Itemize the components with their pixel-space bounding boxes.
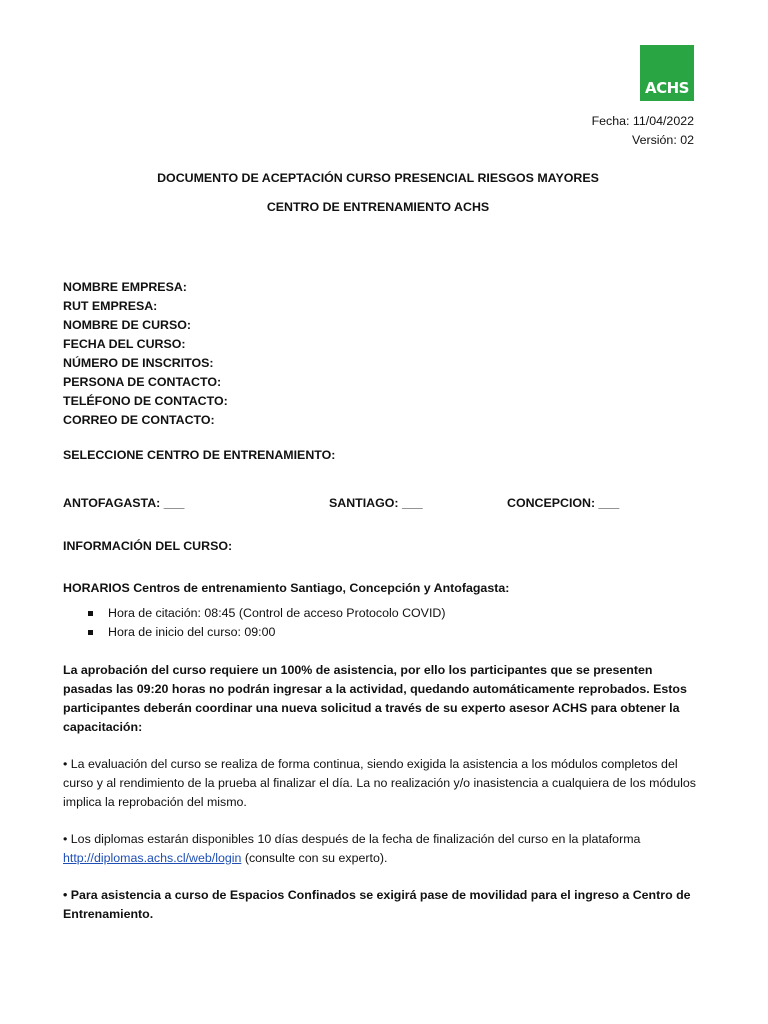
version-text: Versión: 02 (632, 133, 694, 147)
field-nombre-empresa: NOMBRE EMPRESA: (63, 280, 187, 294)
form-fields (63, 278, 703, 430)
field-telefono-contacto: TELÉFONO DE CONTACTO: (63, 394, 228, 408)
center-concepcion: CONCEPCION: ___ (507, 496, 620, 510)
list-item: Hora de inicio del curso: 09:00 (63, 623, 703, 642)
confinados-paragraph: • Para asistencia a curso de Espacios Confinados se exigirá pase de movilidad para el ingreso a Centro de Entrenamiento. (63, 888, 691, 921)
logo-text: ACHS (645, 79, 689, 97)
document-meta (592, 112, 694, 150)
list-item: Hora de citación: 08:45 (Control de acceso Protocolo COVID) (63, 604, 703, 623)
horarios-label-rest: Centros de entrenamiento Santiago, Concepción y Antofagasta: (129, 581, 510, 595)
horarios-section (63, 579, 703, 642)
field-rut-empresa: RUT EMPRESA: (63, 299, 158, 313)
field-numero-inscritos: NÚMERO DE INSCRITOS: (63, 356, 214, 370)
diplomas-note: (consulte con su experto). (241, 851, 388, 865)
select-center-heading: SELECCIONE CENTRO DE ENTRENAMIENTO: (63, 448, 336, 462)
info-heading: INFORMACIÓN DEL CURSO: (63, 539, 233, 553)
center-antofagasta: ANTOFAGASTA: ___ (63, 496, 185, 510)
field-persona-contacto: PERSONA DE CONTACTO: (63, 375, 222, 389)
evaluacion-paragraph: • La evaluación del curso se realiza de forma continua, siendo exigida la asistencia a los módulos completos del curso y al rendimiento de la prueba al finalizar el día. La no realización y/o inasistencia a cualquiera de los módulos implica la reprobación del mismo. (63, 757, 696, 809)
aprobacion-paragraph: La aprobación del curso requiere un 100% de asistencia, por ello los participantes que se presenten pasadas las 09:20 horas no podrán ingresar a la actividad, quedando automáticamente reprobados. Estos participantes deberán coordinar una nueva solicitud a través de su experto asesor ACHS para obtener la capacitación: (63, 663, 687, 734)
diplomas-paragraph (63, 830, 703, 868)
document-subtitle: CENTRO DE ENTRENAMIENTO ACHS (266, 200, 490, 214)
horarios-heading (63, 579, 703, 598)
field-fecha-curso: FECHA DEL CURSO: (63, 337, 186, 351)
field-nombre-curso: NOMBRE DE CURSO: (63, 318, 192, 332)
horarios-label: HORARIOS (63, 581, 130, 595)
achs-logo (640, 45, 694, 101)
fecha-text: Fecha: 11/04/2022 (591, 114, 694, 128)
diplomas-link[interactable]: http://diplomas.achs.cl/web/login (63, 851, 242, 865)
field-correo-contacto: CORREO DE CONTACTO: (63, 413, 215, 427)
center-santiago: SANTIAGO: ___ (329, 496, 423, 510)
horarios-list (63, 604, 703, 642)
diplomas-text: • Los diplomas estarán disponibles 10 días después de la fecha de finalización del curso en la plataforma (63, 832, 641, 846)
document-title: DOCUMENTO DE ACEPTACIÓN CURSO PRESENCIAL RIESGOS MAYORES (157, 171, 599, 185)
